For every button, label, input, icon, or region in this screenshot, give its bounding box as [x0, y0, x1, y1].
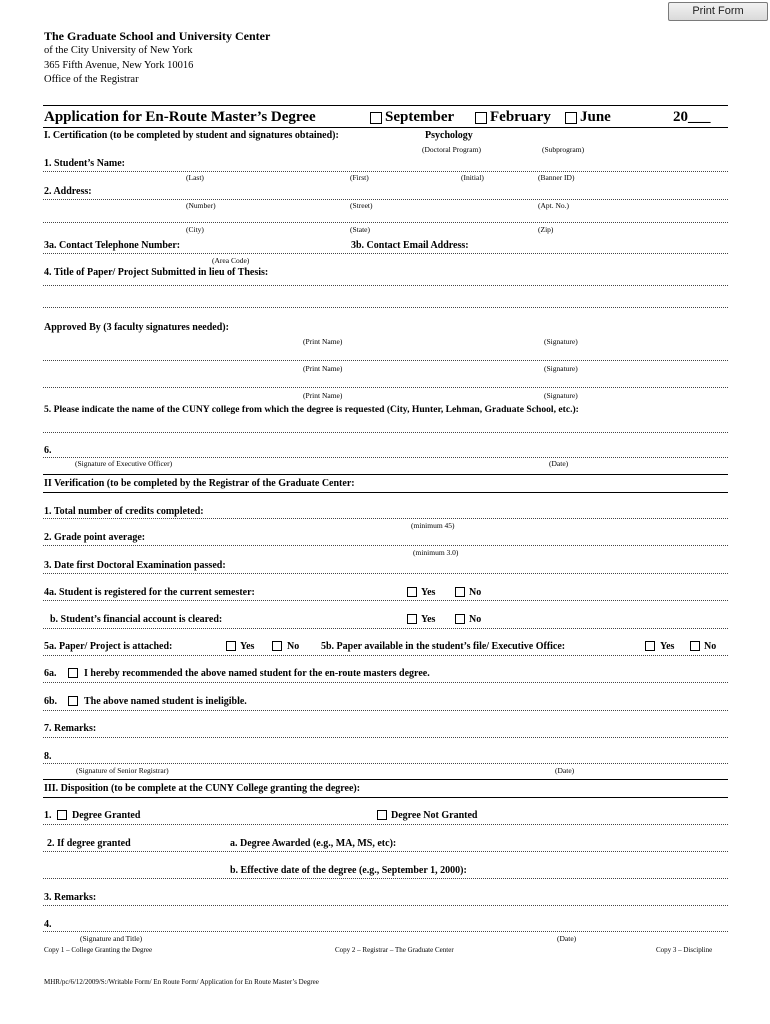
cuny-college-label: 5. Please indicate the name of the CUNY college from which the degree is requested (City, Hunter, Lehman, Graduate School, etc.): [44, 404, 579, 415]
no-label: No [287, 641, 300, 652]
print-form-button[interactable]: Print Form [668, 2, 768, 21]
divider [43, 600, 728, 601]
item-6b-label: 6b. [44, 696, 58, 707]
city-caption: (City) [186, 225, 204, 234]
doctoral-program-caption: (Doctoral Program) [422, 145, 481, 154]
initial-caption: (Initial) [461, 173, 484, 182]
september-checkbox[interactable] [370, 112, 382, 124]
divider [43, 127, 728, 128]
divider [43, 824, 728, 825]
contact-field[interactable] [43, 253, 728, 254]
doctoral-program-value[interactable]: Psychology [425, 130, 473, 141]
school-affiliation: of the City University of New York [44, 45, 193, 56]
executive-officer-caption: (Signature of Executive Officer) [75, 459, 173, 468]
ineligible-checkbox[interactable] [68, 696, 78, 706]
city-field[interactable] [43, 222, 728, 223]
ineligible-label: The above named student is ineligible. [84, 696, 247, 707]
copy-1-note: Copy 1 – College Granting the Degree [44, 946, 153, 954]
senior-registrar-signature-field[interactable] [43, 763, 728, 764]
school-address: 365 Fifth Avenue, New York 10016 [44, 60, 194, 71]
file-path-note: MHR/pc/6/12/2009/S:/Writable Form/ En Route Form/ Application for En Route Master’s Degree [44, 978, 319, 986]
yes-label: Yes [660, 641, 675, 652]
address-field[interactable] [43, 199, 728, 200]
registered-label: 4a. Student is registered for the current semester: [44, 587, 255, 598]
financial-yes-checkbox[interactable] [407, 614, 417, 624]
paper-title-line-1[interactable] [43, 285, 728, 286]
disposition-heading: III. Disposition (to be complete at the CUNY College granting the degree): [44, 783, 361, 794]
last-caption: (Last) [186, 173, 204, 182]
disposition-remarks-field[interactable] [43, 905, 728, 906]
divider [43, 797, 728, 798]
registered-no-checkbox[interactable] [455, 587, 465, 597]
paper-title-line-2[interactable] [43, 307, 728, 308]
signature-caption: (Signature) [544, 391, 578, 400]
student-name-field[interactable] [43, 171, 728, 172]
degree-granted-checkbox[interactable] [57, 810, 67, 820]
school-name: The Graduate School and University Center [44, 29, 271, 43]
print-name-caption: (Print Name) [303, 391, 343, 400]
email-label: 3b. Contact Email Address: [351, 240, 469, 251]
divider [43, 492, 728, 493]
state-caption: (State) [350, 225, 370, 234]
february-checkbox[interactable] [475, 112, 487, 124]
print-name-caption: (Print Name) [303, 337, 343, 346]
divider [43, 628, 728, 629]
september-label: September [385, 109, 455, 125]
effective-date-field[interactable] [43, 878, 728, 879]
registered-yes-checkbox[interactable] [407, 587, 417, 597]
paper-in-file-no-checkbox[interactable] [690, 641, 700, 651]
gpa-field[interactable] [43, 545, 728, 546]
signature-caption: (Signature) [544, 337, 578, 346]
form-title: Application for En-Route Master’s Degree [44, 109, 316, 125]
signature-caption: (Signature) [544, 364, 578, 373]
paper-in-file-yes-checkbox[interactable] [645, 641, 655, 651]
paper-attached-label: 5a. Paper/ Project is attached: [44, 641, 173, 652]
copy-3-note: Copy 3 – Discipline [656, 946, 713, 954]
phone-label: 3a. Contact Telephone Number: [44, 240, 181, 251]
financial-no-checkbox[interactable] [455, 614, 465, 624]
disposition-remarks-label: 3. Remarks: [44, 892, 97, 903]
item-8-label: 8. [44, 751, 52, 762]
item-6-label: 6. [44, 445, 52, 456]
yes-label: Yes [421, 614, 436, 625]
divider [43, 682, 728, 683]
college-signature-field[interactable] [43, 931, 728, 932]
student-name-label: 1. Student’s Name: [44, 158, 126, 169]
no-label: No [704, 641, 717, 652]
print-name-caption: (Print Name) [303, 364, 343, 373]
recommend-label: I hereby recommended the above named student for the en-route masters degree. [84, 668, 430, 679]
certification-heading: I. Certification (to be completed by student and signatures obtained): [44, 130, 339, 141]
executive-officer-signature-field[interactable] [43, 457, 728, 458]
faculty-signature-line-1[interactable] [43, 360, 728, 361]
exam-date-label: 3. Date first Doctoral Examination passed: [44, 560, 226, 571]
no-label: No [469, 587, 482, 598]
june-label: June [580, 109, 611, 125]
date-caption: (Date) [549, 459, 569, 468]
divider [43, 779, 728, 780]
year-field[interactable]: 20___ [673, 109, 711, 125]
copy-2-note: Copy 2 – Registrar – The Graduate Center [335, 946, 454, 954]
no-label: No [469, 614, 482, 625]
divider [43, 474, 728, 475]
divider [43, 710, 728, 711]
gpa-minimum-caption: (minimum 3.0) [413, 548, 459, 557]
june-checkbox[interactable] [565, 112, 577, 124]
office-name: Office of the Registrar [44, 74, 139, 85]
first-caption: (First) [350, 173, 369, 182]
financial-label: b. Student’s financial account is cleared: [50, 614, 223, 625]
senior-registrar-caption: (Signature of Senior Registrar) [76, 766, 169, 775]
item-4-label: 4. [44, 919, 52, 930]
date-caption: (Date) [557, 934, 577, 943]
address-label: 2. Address: [44, 186, 92, 197]
degree-granted-label: Degree Granted [72, 810, 141, 821]
cuny-college-field[interactable] [43, 432, 728, 433]
paper-attached-yes-checkbox[interactable] [226, 641, 236, 651]
verification-heading: II Verification (to be completed by the Registrar of the Graduate Center: [44, 478, 355, 489]
number-caption: (Number) [186, 201, 216, 210]
subprogram-caption: (Subprogram) [542, 145, 585, 154]
signature-title-caption: (Signature and Title) [80, 934, 143, 943]
credits-field[interactable] [43, 518, 728, 519]
paper-attached-no-checkbox[interactable] [272, 641, 282, 651]
approved-by-label: Approved By (3 faculty signatures needed): [44, 322, 229, 333]
area-code-caption: (Area Code) [212, 256, 250, 265]
effective-date-label: b. Effective date of the degree (e.g., September 1, 2000): [230, 865, 467, 876]
credits-label: 1. Total number of credits completed: [44, 506, 204, 517]
remarks-field[interactable] [43, 737, 728, 738]
degree-not-granted-checkbox[interactable] [377, 810, 387, 820]
faculty-signature-line-2[interactable] [43, 387, 728, 388]
zip-caption: (Zip) [538, 225, 554, 234]
banner-id-caption: (Banner ID) [538, 173, 575, 182]
apt-caption: (Apt. No.) [538, 201, 570, 210]
degree-not-granted-label: Degree Not Granted [391, 810, 478, 821]
if-granted-label: 2. If degree granted [47, 838, 131, 849]
february-label: February [490, 109, 551, 125]
paper-title-label: 4. Title of Paper/ Project Submitted in lieu of Thesis: [44, 267, 269, 278]
credits-minimum-caption: (minimum 45) [411, 521, 455, 530]
yes-label: Yes [240, 641, 255, 652]
item-6a-label: 6a. [44, 668, 57, 679]
degree-awarded-label: a. Degree Awarded (e.g., MA, MS, etc): [230, 838, 397, 849]
divider [43, 105, 728, 106]
paper-in-file-label: 5b. Paper available in the student’s file/ Executive Office: [321, 641, 566, 652]
item-1-label: 1. [44, 810, 52, 821]
street-caption: (Street) [350, 201, 373, 210]
degree-awarded-field[interactable] [43, 851, 728, 852]
recommend-checkbox[interactable] [68, 668, 78, 678]
divider [43, 655, 728, 656]
yes-label: Yes [421, 587, 436, 598]
exam-date-field[interactable] [43, 573, 728, 574]
remarks-label: 7. Remarks: [44, 723, 97, 734]
gpa-label: 2. Grade point average: [44, 532, 146, 543]
date-caption: (Date) [555, 766, 575, 775]
